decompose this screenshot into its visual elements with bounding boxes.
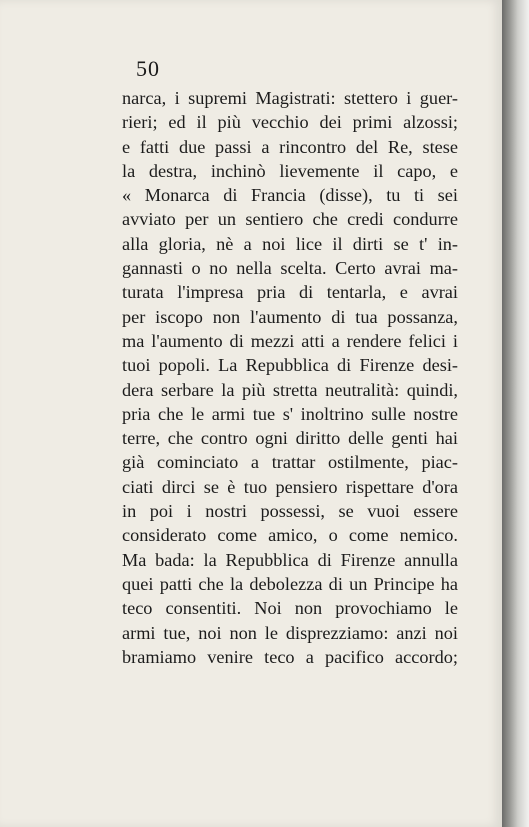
text-line: gannasti o no nella scelta. Certo avrai ma- — [122, 258, 458, 279]
text-line: bramiamo venire teco a pacifico accordo; — [122, 646, 458, 667]
text-line: considerato come amico, o come nemico. — [122, 525, 458, 546]
text-line: armi tue, noi non le disprezziamo: anzi noi — [122, 622, 458, 643]
text-line: alla gloria, nè a noi lice il dirti se t' in- — [122, 233, 458, 254]
text-line: tuoi popoli. La Repubblica di Firenze desi- — [122, 355, 458, 376]
text-line: per iscopo non l'aumento di tua possanza, — [122, 306, 458, 327]
text-line: in poi i nostri possessi, se vuoi essere — [122, 501, 458, 522]
text-line: rieri; ed il più vecchio dei primi alzossi; — [122, 112, 458, 133]
text-line: turata l'impresa pria di tentarla, e avrai — [122, 282, 458, 303]
text-line: Ma bada: la Repubblica di Firenze annulla — [122, 549, 458, 570]
text-line: « Monarca di Francia (disse), tu ti sei — [122, 185, 458, 206]
text-line: dera serbare la più stretta neutralità: quindi, — [122, 379, 458, 400]
text-line: terre, che contro ogni diritto delle genti hai — [122, 428, 458, 449]
text-line: teco consentiti. Noi non provochiamo le — [122, 598, 458, 619]
page-number: 50 — [136, 56, 160, 81]
text-line: già cominciato a trattar ostilmente, piac- — [122, 452, 458, 473]
text-line: ma l'aumento di mezzi atti a rendere felici i — [122, 330, 458, 351]
text-line: e fatti due passi a rincontro del Re, stese — [122, 136, 458, 157]
text-line: la destra, inchinò lievemente il capo, e — [122, 160, 458, 181]
text-line: avviato per un sentiero che credi condurre — [122, 209, 458, 230]
text-line: pria che le armi tue s' inoltrino sulle nostre — [122, 403, 458, 424]
book-gutter — [502, 0, 529, 827]
body-text — [122, 86, 458, 669]
text-line: quei patti che la debolezza di un Principe ha — [122, 573, 458, 594]
text-line: ciati dirci se è tuo pensiero rispettare d'ora — [122, 476, 458, 497]
text-line: narca, i supremi Magistrati: stettero i guer- — [122, 88, 458, 108]
